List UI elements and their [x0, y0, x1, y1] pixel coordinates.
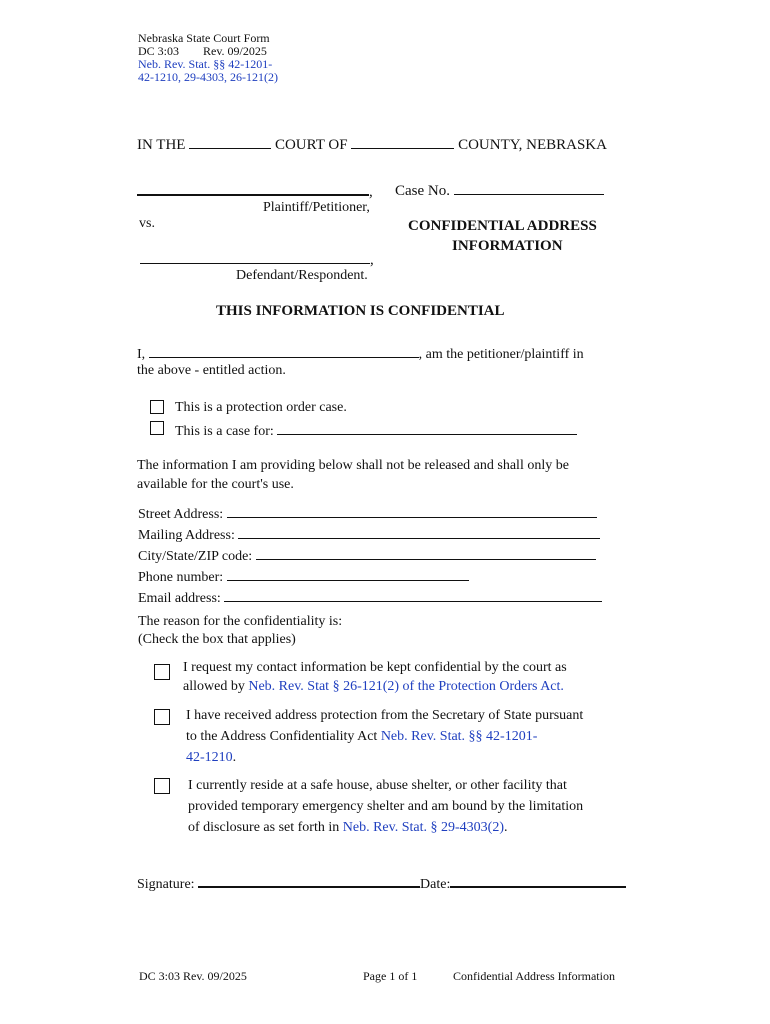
street-address-blank[interactable] [227, 504, 597, 518]
case-for-checkbox[interactable] [150, 421, 164, 435]
safe-house-checkbox[interactable] [154, 778, 170, 794]
intro-line2: the above - entitled action. [137, 363, 286, 378]
defendant-line [140, 250, 374, 269]
option2-line3 [186, 750, 236, 766]
mailing-address-label: Mailing Address: [138, 528, 235, 543]
mailing-address-field [138, 525, 600, 544]
defendant-name-blank[interactable] [140, 250, 370, 264]
footer-form-code: DC 3:03 Rev. 09/2025 [139, 969, 247, 983]
signature-blank[interactable] [198, 873, 420, 888]
city-state-zip-blank[interactable] [256, 546, 596, 560]
address-confidentiality-act-checkbox[interactable] [154, 709, 170, 725]
city-state-zip-label: City/State/ZIP code: [138, 549, 253, 564]
form-revision: Rev. 09/2025 [203, 44, 267, 58]
court-name-blank[interactable] [189, 135, 271, 149]
safe-house-statute-link[interactable]: Neb. Rev. Stat. § 29-4303(2) [342, 820, 504, 835]
signature-label: Signature: [137, 877, 195, 892]
court-of-label: COURT OF [274, 137, 348, 153]
document-title-line1: CONFIDENTIAL ADDRESS [408, 218, 597, 234]
protection-orders-act-link[interactable]: Neb. Rev. Stat § 26-121(2) of the Protection Orders Act. [248, 679, 564, 694]
statute-reference-line2[interactable]: 42-1210, 29-4303, 26-121(2) [138, 70, 278, 84]
email-address-label: Email address: [138, 591, 221, 606]
case-for-label: This is a case for: [175, 424, 274, 439]
case-for-blank[interactable] [277, 421, 577, 435]
signature-line [137, 873, 626, 893]
protection-order-label: This is a protection order case. [175, 400, 347, 415]
reason-heading: The reason for the confidentiality is: [138, 614, 343, 629]
case-number-line [395, 181, 604, 200]
document-title-line2: INFORMATION [452, 238, 563, 254]
option3-line3 [188, 820, 507, 836]
email-address-blank[interactable] [224, 588, 602, 602]
option3-line1: I currently reside at a safe house, abuse shelter, or other facility that [188, 778, 567, 793]
footer-page-number: Page 1 of 1 [363, 969, 418, 983]
protection-order-checkbox[interactable] [150, 400, 164, 414]
phone-number-blank[interactable] [227, 567, 469, 581]
phone-number-field [138, 567, 469, 586]
option1-line1: I request my contact information be kept confidential by the court as [183, 660, 567, 675]
address-confidentiality-act-link[interactable]: Neb. Rev. Stat. §§ 42-1201- [380, 729, 538, 744]
reason-instruction: (Check the box that applies) [138, 632, 296, 647]
case-number-blank[interactable] [454, 181, 604, 195]
option2-prefix: to the Address Confidentiality Act [186, 729, 381, 744]
city-state-zip-field [138, 546, 596, 565]
plaintiff-label: Plaintiff/Petitioner, [263, 200, 370, 215]
petitioner-name-blank[interactable] [149, 344, 419, 358]
confidential-heading: THIS INFORMATION IS CONFIDENTIAL [216, 303, 505, 319]
in-the-label: IN THE [137, 137, 186, 153]
defendant-label: Defendant/Respondent. [236, 268, 368, 283]
date-blank[interactable] [450, 873, 626, 888]
address-confidentiality-act-link-cont[interactable]: 42-1210 [186, 750, 233, 765]
county-nebraska-label: COUNTY, NEBRASKA [458, 137, 607, 153]
form-code: DC 3:03 [138, 44, 180, 58]
plaintiff-name-blank[interactable] [137, 181, 369, 196]
intro-petitioner-text: , am the petitioner/plaintiff in [418, 347, 584, 362]
option2-line2 [186, 729, 537, 745]
plaintiff-line [137, 181, 373, 201]
versus-label: vs. [139, 216, 155, 231]
protection-orders-act-checkbox[interactable] [154, 664, 170, 680]
option3-line2: provided temporary emergency shelter and am bound by the limitation [188, 799, 584, 814]
case-for-line [175, 421, 577, 440]
info-statement-line2: available for the court's use. [137, 477, 294, 492]
option3-prefix: of disclosure as set forth in [188, 820, 343, 835]
option2-period: . [232, 750, 237, 765]
option3-period: . [503, 820, 508, 835]
mailing-address-blank[interactable] [238, 525, 600, 539]
street-address-label: Street Address: [138, 507, 224, 522]
court-caption-line [137, 135, 607, 154]
comma: , [370, 252, 374, 268]
email-address-field [138, 588, 602, 607]
option1-prefix: allowed by [183, 679, 249, 694]
case-no-label: Case No. [395, 183, 450, 199]
phone-number-label: Phone number: [138, 570, 224, 585]
county-name-blank[interactable] [351, 135, 454, 149]
intro-line1 [137, 344, 584, 363]
statute-reference-line1[interactable]: Neb. Rev. Stat. §§ 42-1201- [138, 57, 273, 71]
form-name: Nebraska State Court Form [138, 31, 270, 45]
comma: , [369, 184, 373, 200]
option2-line1: I have received address protection from the Secretary of State pursuant [186, 708, 584, 723]
footer-form-title: Confidential Address Information [453, 969, 615, 983]
info-statement-line1: The information I am providing below shall not be released and shall only be [137, 458, 569, 473]
date-label: Date: [420, 877, 451, 892]
intro-i: I, [137, 347, 146, 362]
street-address-field [138, 504, 597, 523]
option1-line2 [183, 679, 564, 695]
